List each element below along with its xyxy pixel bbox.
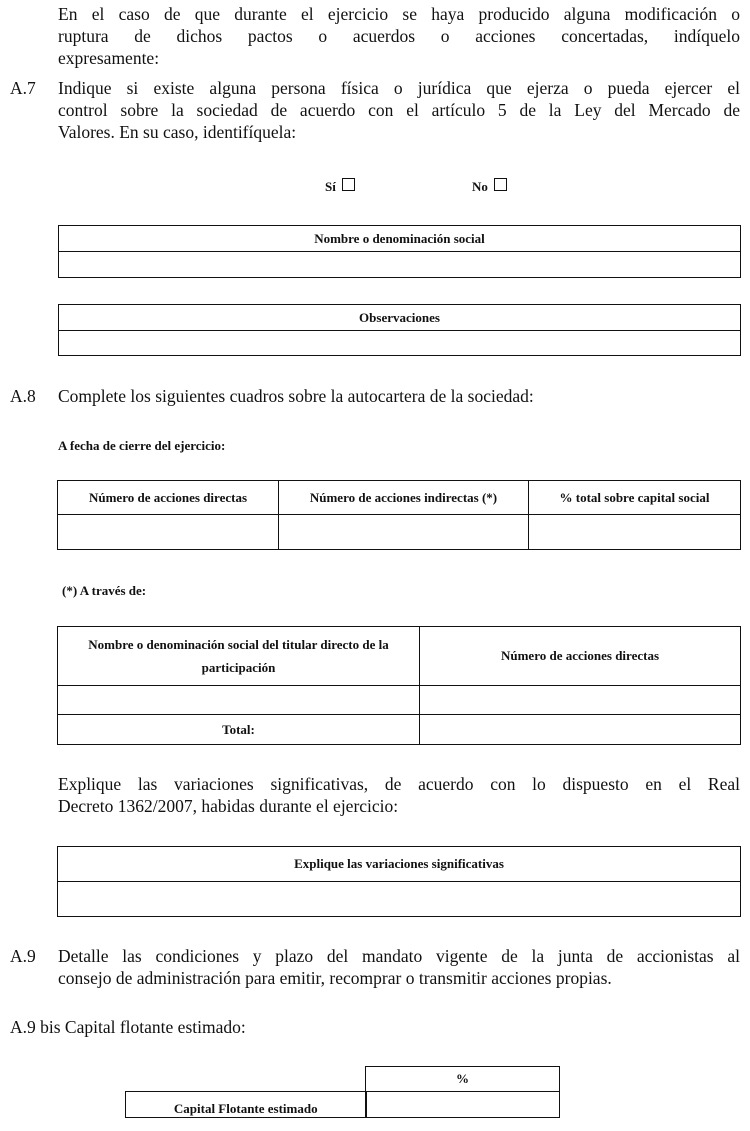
table-cell[interactable] xyxy=(529,515,741,550)
treasury-stock-table xyxy=(57,480,741,550)
a7-line-1: Indique si existe alguna persona física o jurídica que ejerza o pueda ejercer el xyxy=(58,78,740,98)
variations-table xyxy=(57,846,741,917)
a8-text: Complete los siguientes cuadros sobre la autocartera de la sociedad: xyxy=(58,386,534,406)
free-float-value-cell[interactable] xyxy=(365,1091,560,1118)
a7-line-2: control sobre la sociedad de acuerdo con el artículo 5 de la Ley del Mercado de xyxy=(58,100,740,120)
no-option[interactable] xyxy=(472,178,507,195)
no-checkbox[interactable] xyxy=(494,178,507,191)
total-label: Total: xyxy=(58,715,420,745)
a9bis-heading: A.9 bis Capital flotante estimado: xyxy=(10,1017,246,1037)
column-header: Número de acciones directas xyxy=(58,481,279,515)
indirect-holders-table xyxy=(57,626,741,745)
table-cell[interactable] xyxy=(59,252,741,278)
column-header: % total sobre capital social xyxy=(529,481,741,515)
table-cell[interactable] xyxy=(279,515,529,550)
percent-header-box xyxy=(365,1066,560,1092)
total-cell[interactable] xyxy=(420,715,741,745)
si-option[interactable] xyxy=(325,178,355,195)
section-number-a7: A.7 xyxy=(10,78,36,98)
free-float-label: Capital Flotante estimado xyxy=(173,1101,318,1116)
intro-line-1: En el caso de que durante el ejercicio se haya producido alguna modificación o xyxy=(58,4,740,24)
percent-header: % xyxy=(456,1071,469,1086)
a9-line-1: Detalle las condiciones y plazo del mandato vigente de la junta de accionistas al xyxy=(58,946,740,966)
section-number-a8: A.8 xyxy=(10,386,36,406)
table-header: Observaciones xyxy=(59,305,741,331)
si-checkbox[interactable] xyxy=(342,178,355,191)
column-header: Número de acciones directas xyxy=(420,627,741,686)
no-label: No xyxy=(472,179,488,194)
table-cell[interactable] xyxy=(420,686,741,715)
controlling-entity-table xyxy=(58,225,741,278)
through-label: (*) A través de: xyxy=(62,583,147,598)
a8-subtitle: A fecha de cierre del ejercicio: xyxy=(58,438,226,453)
a9-line-2: consejo de administración para emitir, recomprar o transmitir acciones propias. xyxy=(58,968,612,988)
explain-line-2: Decreto 1362/2007, habidas durante el ejercicio: xyxy=(58,796,399,816)
free-float-label-box xyxy=(125,1091,367,1118)
table-cell[interactable] xyxy=(59,331,741,356)
si-label: Sí xyxy=(325,179,336,194)
a7-line-3: Valores. En su caso, identifíquela: xyxy=(58,122,297,142)
table-header: Explique las variaciones significativas xyxy=(58,847,741,882)
table-cell[interactable] xyxy=(58,686,420,715)
column-header: Número de acciones indirectas (*) xyxy=(279,481,529,515)
explain-line-1: Explique las variaciones significativas, de acuerdo con lo dispuesto en el Real xyxy=(58,774,740,794)
observations-table xyxy=(58,304,741,356)
table-header: Nombre o denominación social xyxy=(59,226,741,252)
intro-line-3: expresamente: xyxy=(58,48,160,68)
table-cell[interactable] xyxy=(58,882,741,917)
column-header: Nombre o denominación social del titular directo de la participación xyxy=(58,627,420,686)
section-number-a9: A.9 xyxy=(10,946,36,966)
intro-line-2: ruptura de dichos pactos o acuerdos o acciones concertadas, indíquelo xyxy=(58,26,740,46)
table-cell[interactable] xyxy=(58,515,279,550)
